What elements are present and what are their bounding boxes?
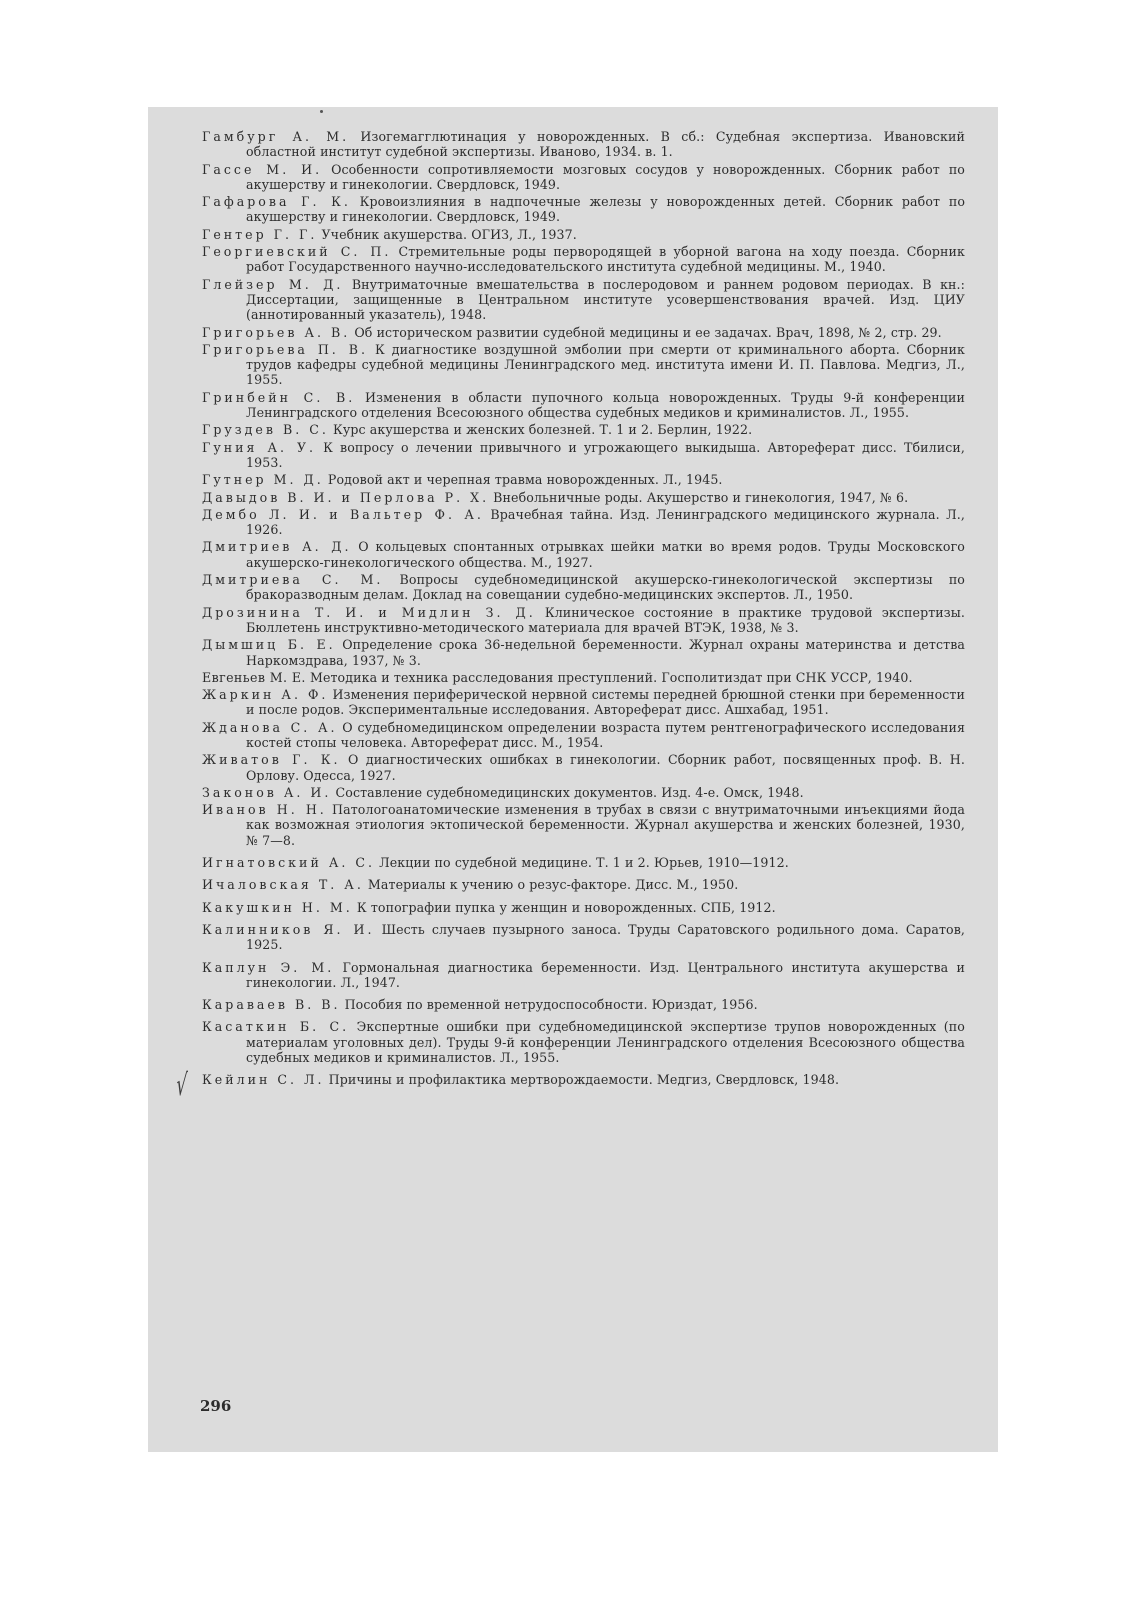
bibliography-entry — [202, 922, 965, 953]
entry-text: Материалы к учению о резус-факторе. Дисс. М., 1950. — [363, 877, 739, 893]
entry-author: Каплун Э. М. — [202, 959, 335, 975]
page-number: 296 — [200, 1397, 232, 1415]
bibliography-entry — [202, 422, 965, 437]
entry-text: Изогемагглютинация у новорожденных. В сб.: Судебная экспертиза. Ивановский областной институт судебной экспертизы. Иваново, 1934. в. 1. — [246, 129, 966, 160]
bibliography-entry — [202, 960, 965, 991]
entry-author: Караваев В. В. — [202, 997, 341, 1013]
entry-author: Давыдов В. И. и Перлова Р. Х. — [202, 489, 490, 505]
entry-text: Стремительные роды первородящей в уборной вагона на ходу поезда. Сборник работ Государственного научно-исследовательского института судебной медицины. М., 1940. — [246, 244, 965, 275]
entry-text: К диагностике воздушной эмболии при смерти от криминального аборта. Сборник трудов кафедры судебной медицины Ленинградского мед. института имени И. П. Павлова. Медгиз, Л., 1955. — [246, 341, 966, 388]
entry-author: Груздев В. С. — [202, 422, 329, 438]
bibliography-list — [202, 129, 965, 1090]
entry-text: К вопросу о лечении привычного и угрожающего выкидыша. Автореферат дисс. Тбилиси, 1953. — [246, 439, 965, 470]
entry-text: Об историческом развитии судебной медицины и ее задачах. Врач, 1898, № 2, стр. 29. — [350, 324, 942, 340]
entry-text: Причины и профилактика мертворождаемости. Медгиз, Свердловск, 1948. — [324, 1072, 840, 1088]
margin-checkmark: √ — [174, 1068, 189, 1103]
entry-text: Методика и техника расследования преступлений. Госполитиздат при СНК УССР, 1940. — [305, 669, 913, 685]
bibliography-entry — [202, 605, 965, 636]
entry-text: Учебник акушерства. ОГИЗ, Л., 1937. — [317, 226, 577, 242]
entry-author: Игнатовский А. С. — [202, 855, 376, 871]
entry-text: Особенности сопротивляемости мозговых сосудов у новорожденных. Сборник работ по акушерству и гинекологии. Свердловск, 1949. — [246, 161, 965, 192]
entry-text: О судебномедицинском определении возраста путем рентгенографического исследования костей стопы человека. Автореферат дисс. М., 1954. — [246, 719, 965, 750]
entry-author: Законов А. И. — [202, 784, 332, 800]
bibliography-entry — [202, 687, 965, 718]
entry-text: Составление судебномедицинских документов. Изд. 4-е. Омск, 1948. — [331, 784, 804, 800]
entry-author: Гентер Г. Г. — [202, 226, 318, 242]
entry-text: К топографии пупка у женщин и новорожденных. СПБ, 1912. — [352, 899, 776, 915]
entry-text: Вопросы судебномедицинской акушерско-гинекологической экспертизы по бракоразводным делам. Доклад на совещании судебно-медицинских экспертов. Л., 1950. — [246, 572, 965, 603]
bibliography-entry — [202, 785, 965, 800]
entry-text: О кольцевых спонтанных отрывках шейки матки во время родов. Труды Московского акушерско-гинекологического общества. М., 1927. — [246, 539, 965, 570]
entry-author: Евгеньев М. Е. — [202, 669, 306, 685]
entry-text: Определение срока 36-недельной беременности. Журнал охраны материнства и детства Наркомздрава, 1937, № 3. — [246, 637, 965, 668]
entry-author: Живатов Г. К. — [202, 752, 341, 768]
entry-text: Кровоизлияния в надпочечные железы у новорожденных детей. Сборник работ по акушерству и гинекологии. Свердловск, 1949. — [246, 194, 965, 225]
print-speck — [320, 110, 323, 113]
entry-text: Лекции по судебной медицине. Т. 1 и 2. Юрьев, 1910—1912. — [375, 855, 789, 871]
entry-author: Калинников Я. И. — [202, 921, 375, 937]
bibliography-entry — [202, 1072, 965, 1087]
entry-author: Георгиевский С. П. — [202, 244, 392, 260]
bibliography-entry — [202, 997, 965, 1012]
entry-text: Пособия по временной нетрудоспособности. Юриздат, 1956. — [340, 997, 758, 1013]
entry-author: Кейлин С. Л. — [202, 1072, 325, 1088]
bibliography-entry — [202, 472, 965, 487]
bibliography-entry — [202, 720, 965, 751]
bibliography-entry — [202, 572, 965, 603]
bibliography-entry — [202, 900, 965, 915]
entry-text: Родовой акт и черепная травма новорожденных. Л., 1945. — [323, 472, 723, 488]
bibliography-entry — [202, 752, 965, 783]
bibliography-entry — [202, 440, 965, 471]
entry-author: Гассе М. И. — [202, 161, 323, 177]
bibliography-entry — [202, 390, 965, 421]
bibliography-entry — [202, 637, 965, 668]
bibliography-entry — [202, 342, 965, 388]
entry-text: Внебольничные роды. Акушерство и гинекология, 1947, № 6. — [489, 489, 909, 505]
entry-author: Дмитриев А. Д. — [202, 539, 352, 555]
entry-author: Гринбейн С. В. — [202, 389, 356, 405]
entry-text: Врачебная тайна. Изд. Ленинградского медицинского журнала. Л., 1926. — [246, 506, 965, 538]
entry-text: Гормональная диагностика беременности. Изд. Центрального института акушерства и гинекологии. Л., 1947. — [246, 959, 965, 990]
book-page — [148, 107, 998, 1452]
entry-text: Курс акушерства и женских болезней. Т. 1 и 2. Берлин, 1922. — [328, 422, 753, 438]
entry-text: Изменения периферической нервной системы передней брюшной стенки при беременности и после родов. Экспериментальные исследования. Автореферат дисс. Ашхабад, 1951. — [246, 687, 965, 718]
bibliography-entry — [202, 244, 965, 275]
entry-author: Дрозинина Т. И. и Мидлин З. Д. — [202, 604, 536, 620]
entry-text: Изменения в области пупочного кольца новорожденных. Труды 9-й конференции Ленинградского отделения Всесоюзного общества судебных медиков и криминалистов. Л., 1955. — [246, 389, 965, 421]
bibliography-entry — [202, 1019, 965, 1065]
entry-author: Глейзер М. Д. — [202, 276, 344, 292]
entry-author: Иванов Н. Н. — [202, 802, 327, 818]
entry-author: Гамбург А. М. — [202, 129, 350, 144]
bibliography-entry — [202, 162, 965, 193]
bibliography-entry — [202, 855, 965, 870]
entry-author: Ичаловская Т. А. — [202, 877, 364, 893]
bibliography-entry — [202, 194, 965, 225]
bibliography-entry — [202, 490, 965, 505]
entry-author: Жаркин А. Ф. — [202, 687, 329, 703]
entry-author: Гутнер М. Д. — [202, 472, 324, 488]
entry-author: Жданова С. А. — [202, 719, 338, 735]
entry-author: Какушкин Н. М. — [202, 899, 353, 915]
entry-text: Клиническое состояние в практике трудовой экспертизы. Бюллетень инструктивно-методического материала для врачей ВТЭК, 1938, № 3. — [246, 604, 966, 635]
entry-author: Касаткин Б. С. — [202, 1019, 350, 1035]
entry-author: Дмитриева С. М. — [202, 572, 384, 588]
entry-author: Гафарова Г. К. — [202, 194, 351, 210]
bibliography-entry — [202, 670, 965, 685]
bibliography-entry — [202, 802, 965, 848]
bibliography-entry — [202, 129, 965, 160]
bibliography-entry — [202, 877, 965, 892]
bibliography-entry — [202, 227, 965, 242]
entry-text: Патологоанатомические изменения в трубах в связи с внутриматочными инъекциями йода как возможная этиология эктопической беременности. Журнал акушерства и женских болезней, 1930, № 7—8. — [246, 802, 965, 848]
bibliography-entry — [202, 539, 965, 570]
entry-author: Григорьев А. В. — [202, 324, 351, 340]
entry-text: Экспертные ошибки при судебномедицинской экспертизе трупов новорожденных (по материалам уголовных дел). Труды 9-й конференции Ленинградского отделения Всесоюзного общества судебных медиков и криминалистов. Л., 1955. — [246, 1019, 965, 1066]
bibliography-entry — [202, 507, 965, 538]
entry-author: Григорьева П. В. — [202, 341, 368, 357]
entry-text: О диагностических ошибках в гинекологии. Сборник работ, посвященных проф. В. Н. Орлову. Одесса, 1927. — [246, 752, 965, 783]
bibliography-entry — [202, 277, 965, 323]
entry-author: Дымшиц Б. Е. — [202, 637, 336, 653]
entry-author: Гуния А. У. — [202, 439, 317, 455]
entry-text: Внутриматочные вмешательства в послеродовом и раннем родовом периодах. В кн.: Диссертации, защищенные в Центральном институте усовершенствования врачей. Изд. ЦИУ (аннотированный указатель), 1948. — [246, 276, 965, 323]
entry-text: Шесть случаев пузырного заноса. Труды Саратовского родильного дома. Саратов, 1925. — [246, 921, 965, 953]
entry-author: Дембо Л. И. и Вальтер Ф. А. — [202, 506, 484, 522]
bibliography-entry — [202, 325, 965, 340]
